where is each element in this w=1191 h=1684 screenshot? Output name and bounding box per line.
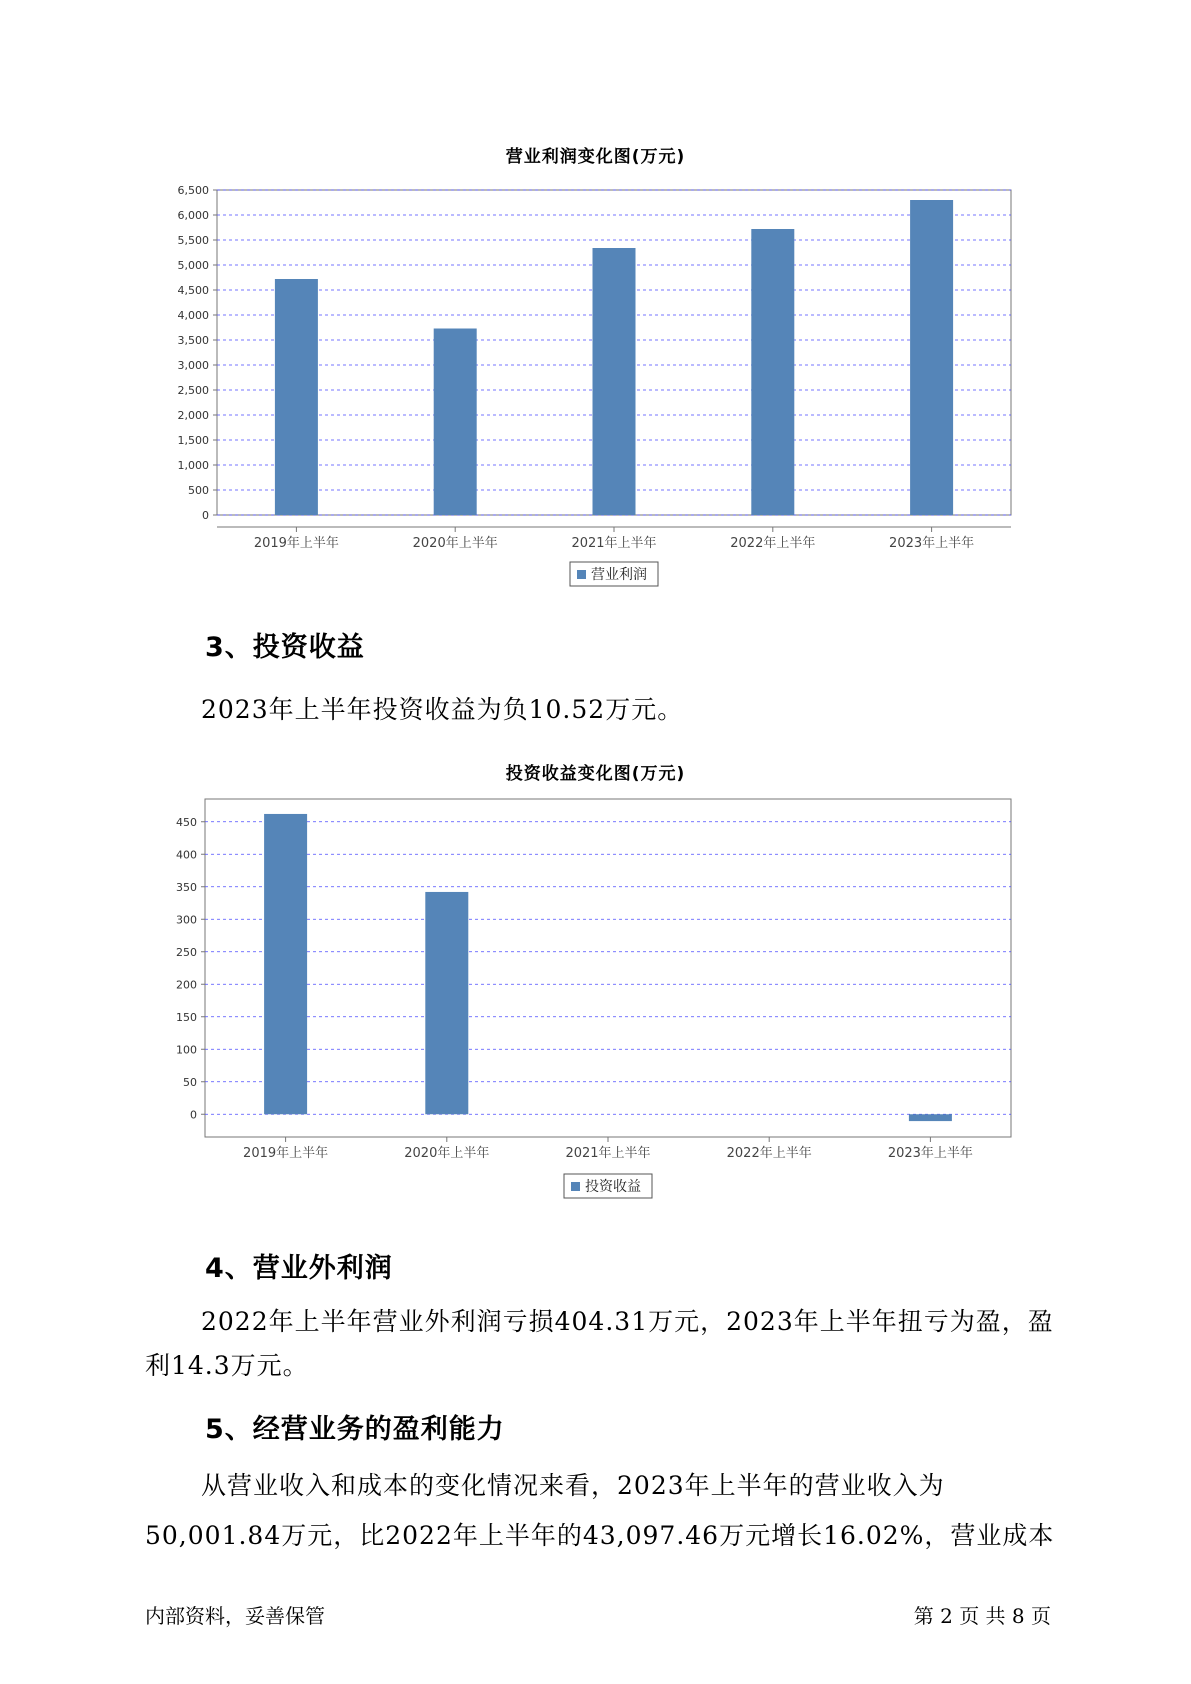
y-tick-label: 2,000: [177, 409, 209, 422]
y-tick-label: 50: [183, 1075, 197, 1089]
legend-swatch: [577, 570, 586, 579]
x-tick-label: 2020年上半年: [412, 536, 498, 551]
y-tick-label: 6,000: [177, 209, 209, 222]
chart1-title: 营业利润变化图(万元): [505, 147, 686, 167]
x-tick-label: 2019年上半年: [253, 536, 339, 551]
bar: [275, 279, 318, 515]
y-tick-label: 3,000: [177, 359, 209, 372]
section-5-line-2: 50,001.84万元，比2022年上半年的43,097.46万元增长16.02%，营业成本: [145, 1521, 1055, 1550]
x-tick-label: 2022年上半年: [730, 536, 816, 551]
y-tick-label: 150: [176, 1010, 197, 1024]
section-3-text: 2023年上半年投资收益为负10.52万元。: [201, 695, 684, 724]
bar: [434, 329, 477, 516]
x-tick-label: 2021年上半年: [565, 1146, 651, 1161]
legend-label: 投资收益: [585, 1179, 641, 1195]
section-4-heading: 4、营业外利润: [205, 1253, 393, 1284]
y-tick-label: 0: [202, 509, 209, 522]
x-tick-label: 2021年上半年: [571, 536, 657, 551]
legend-swatch: [571, 1182, 580, 1191]
bar: [751, 229, 794, 515]
y-tick-label: 5,000: [177, 259, 209, 272]
bar: [910, 200, 953, 515]
y-tick-label: 1,000: [177, 459, 209, 472]
y-tick-label: 100: [176, 1043, 197, 1057]
x-tick-label: 2020年上半年: [404, 1146, 490, 1161]
y-tick-label: 1,500: [177, 434, 209, 447]
chart2-title: 投资收益变化图(万元): [505, 764, 686, 784]
investment-income-chart: [0, 785, 1191, 1210]
legend-label: 营业利润: [591, 567, 647, 583]
y-tick-label: 200: [176, 978, 197, 992]
y-tick-label: 300: [176, 913, 197, 927]
y-tick-label: 4,500: [177, 284, 209, 297]
y-tick-label: 6,500: [177, 184, 209, 197]
y-tick-label: 400: [176, 848, 197, 862]
y-tick-label: 0: [190, 1108, 197, 1122]
plot-area: [205, 799, 1011, 1137]
y-tick-label: 500: [188, 484, 209, 497]
y-tick-label: 5,500: [177, 234, 209, 247]
footer-confidential: 内部资料，妥善保管: [145, 1604, 325, 1628]
y-tick-label: 250: [176, 945, 197, 959]
y-tick-label: 4,000: [177, 309, 209, 322]
bar: [593, 248, 636, 515]
x-tick-label: 2023年上半年: [889, 536, 975, 551]
y-tick-label: 450: [176, 815, 197, 829]
footer-page-number: 第 2 页 共 8 页: [913, 1604, 1051, 1628]
y-tick-label: 2,500: [177, 384, 209, 397]
x-tick-label: 2022年上半年: [726, 1146, 812, 1161]
bar: [425, 892, 468, 1114]
section-3-heading: 3、投资收益: [205, 632, 365, 663]
bar: [264, 814, 307, 1114]
operating-profit-chart: [0, 165, 1191, 595]
x-tick-label: 2019年上半年: [243, 1146, 329, 1161]
section-4-text: 2022年上半年营业外利润亏损404.31万元，2023年上半年扭亏为盈，盈利14.3万元。: [145, 1307, 1054, 1380]
x-tick-label: 2023年上半年: [887, 1146, 973, 1161]
y-tick-label: 3,500: [177, 334, 209, 347]
y-tick-label: 350: [176, 880, 197, 894]
section-5-heading: 5、经营业务的盈利能力: [205, 1414, 505, 1445]
bar: [909, 1114, 952, 1121]
section-5-line-1: 从营业收入和成本的变化情况来看，2023年上半年的营业收入为: [201, 1471, 945, 1500]
